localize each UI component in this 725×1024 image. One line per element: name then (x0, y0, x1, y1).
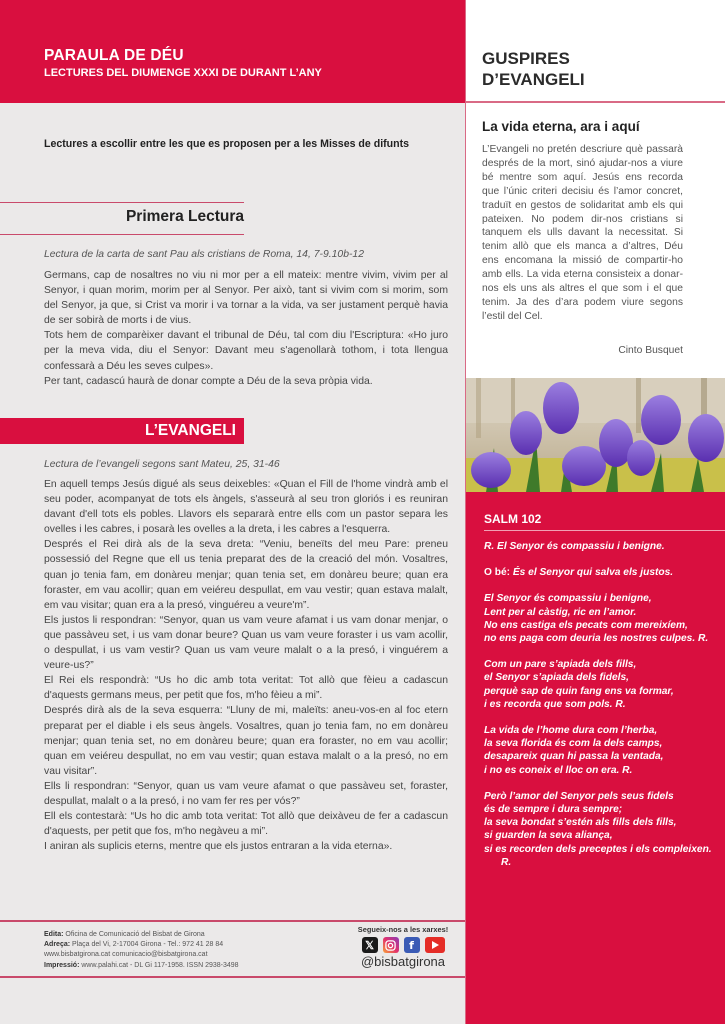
page-header (0, 0, 465, 103)
page-title: PARAULA DE DÉU (44, 47, 184, 64)
alt-response: És el Senyor qui salva els justos. (512, 567, 674, 579)
section-title-primera-lectura: Primera Lectura (125, 208, 244, 225)
psalm-response: R. El Senyor és compassiu i benigne. (484, 541, 665, 552)
label: Impressió: (44, 961, 80, 969)
psalm-stanza (484, 790, 714, 869)
psalm-line: Com un pare s’apiada dels fills, (484, 659, 637, 671)
psalm-stanza (484, 724, 714, 777)
psalm-line: i no es coneix el lloc on era. R. (484, 764, 633, 776)
psalm-line: No ens castiga els pecats com mereixíem, (484, 619, 688, 631)
instagram-icon[interactable] (383, 937, 399, 953)
psalm-text (484, 540, 714, 882)
divider (466, 101, 725, 103)
psalm-box (466, 492, 725, 1024)
psalm-line: la seva florida és com la dels camps, (484, 738, 663, 750)
reading-text-primera (44, 268, 448, 389)
paragraph: El Rei els respondrà: “Us ho dic amb tota veritat: Tot allò que fèieu a cadascun d'aquests germans meus, per petit que fos, m'ho fèieu a mi”. (44, 675, 448, 702)
sidebar-title-line: D’EVANGELI (482, 70, 585, 89)
paragraph: Ells li respondran: “Senyor, quan us vam veure afamat o que passàveu set, foraster, despullat, malalt o a la presó, i no vam fer res per vós?” (44, 780, 448, 807)
paragraph: Després dirà als de la seva esquerra: “Lluny de mi, maleïts: aneu-vos-en al foc etern preparat per el diable i els seus àngels. Vosaltres, quan jo tenia fam, no em donàreu menjar; quan tenia set, no em donàreu beure; quan era foraster, no em vau acollir; quan em veiéreu despullat, no em vau vestir; quan estava malalt o a la presó, no em vau visitar”. (44, 705, 448, 777)
footer-divider (0, 976, 465, 978)
sidebar-title (482, 48, 585, 90)
psalm-line: la seva bondat s’estén als fills dels fills, (484, 817, 677, 829)
divider (0, 202, 244, 203)
paragraph: Els justos li respondran: “Senyor, quan us vam veure afamat i us vam donar menjar, o que passàveu set, i us vam donar beure? Quan us vam veure foraster i us vam acollir, o despullat, i us vam vestir? Quan us vam veure malalt o a la presó, i vinguérem a veure-us?” (44, 614, 448, 672)
divider (0, 234, 244, 235)
paragraph: Germans, cap de nosaltres no viu ni mor per a ell mateix: mentre vivim, vivim per al Senyor, i quan morim, morim per al Senyor. Per això, tant si vivim com si morim, som del Senyor, ja que, si Crist va morir i va tornar a la vida, va ser justament perquè havia de ser sobirà de morts i de vius. (44, 270, 448, 327)
paragraph: Ell els contestarà: “Us ho dic amb tota veritat: Tot allò que deixàveu de fer a cadascun d'aquests, per petit que fos, m'ho negàveu a mi”. (44, 811, 448, 838)
psalm-line: és de sempre i dura sempre; (484, 804, 623, 816)
publisher-name: Oficina de Comunicació del Bisbat de Girona (65, 931, 205, 938)
paragraph: Després el Rei dirà als de la seva dreta: “Veniu, beneïts del meu Pare: preneu possessió del Regne que ell us tenia preparat des de la creació del món. Vosaltres, quan jo tenia fam, em donàreu menjar; quan tenia set, em donàreu beure; quan era foraster, em vau acollir; quan em veiéreu despullat, em vau vestir; quan estava malalt, em vau visitar; quan era a la presó, vinguéreu a veure'm”. (44, 539, 448, 611)
psalm-line: El Senyor és compassiu i benigne, (484, 593, 652, 605)
social-label: Segueix-nos a les xarxes! (357, 925, 449, 934)
article-title: La vida eterna, ara i aquí (482, 119, 640, 134)
reading-text-evangeli (44, 477, 448, 854)
intro-note: Lectures a escollir entre les que es proposen per a les Misses de difunts (44, 138, 410, 150)
alt-prefix: O bé: (484, 567, 513, 579)
psalm-line: si guarden la seva aliança, (484, 830, 613, 842)
psalm-title: SALM 102 (484, 512, 542, 526)
crocus-flowers-image (466, 378, 725, 492)
psalm-line: La vida de l’home dura com l’herba, (484, 725, 658, 737)
reading-reference: Lectura de la carta de sant Pau als cristians de Roma, 14, 7-9.10b-12 (44, 249, 364, 260)
psalm-line: i es recorda que som pols. R. (484, 698, 626, 710)
psalm-line: no ens paga com deuria les nostres culpes. R. (484, 633, 709, 645)
reading-reference: Lectura de l’evangeli segons sant Mateu, 25, 31-46 (44, 459, 280, 470)
address: Plaça del Vi, 2-17004 Girona - Tel.: 972 41 28 84 (72, 941, 224, 949)
social-icons (346, 937, 460, 953)
psalm-stanza (484, 658, 714, 711)
flower-illustration (466, 378, 725, 492)
printing-info: www.palahi.cat - DL Gi 117-1958. ISSN 2938-3498 (81, 961, 239, 969)
facebook-icon[interactable]: f (404, 937, 420, 953)
x-icon[interactable]: 𝕏 (362, 937, 378, 953)
sidebar-column (465, 0, 725, 1024)
psalm-stanzas (484, 592, 714, 869)
paragraph: En aquell temps Jesús digué als seus deixebles: «Quan el Fill de l'home vindrà amb el seu poder, acompanyat de tots els àngels, s'asseurà al seu tron gloriós i es reuniran davant d'ell tots els pobles. Llavors els separarà entre ells com un pastor separa les ovelles i les cabres, i posarà les ovelles a la dreta, i les cabres a l'esquerra. (44, 479, 448, 536)
paragraph: I aniran als suplicis eterns, mentre que els justos entraran a la vida eterna». (44, 841, 393, 853)
psalm-line: si es recorden dels preceptes i els compleixen. R. (484, 843, 712, 868)
divider (484, 530, 725, 531)
psalm-stanza (484, 592, 714, 645)
paragraph: Tots hem de comparèixer davant el tribunal de Déu, tal com diu l'Escriptura: «Ho juro per la meva vida, diu el Senyor: Davant meu s'agenollarà tothom, i tota llengua confessarà a Déu les seves culpes». (44, 330, 448, 372)
sidebar-title-line: GUSPIRES (482, 49, 570, 68)
section-title-evangeli: L’EVANGELI (144, 422, 236, 439)
paragraph: Per tant, cadascú haurà de donar compte a Déu de la seva pròpia vida. (44, 375, 373, 387)
psalm-alt-response (484, 566, 714, 579)
page-subtitle: LECTURES DEL DIUMENGE XXXI DE DURANT L’ANY (44, 67, 322, 79)
psalm-line: Però l’amor del Senyor pels seus fidels (484, 790, 674, 802)
footer-divider (0, 920, 465, 922)
article-text: L’Evangeli no pretén descriure què passarà després de la mort, sinó ajudar-nos a viure bé mentre som aquí. Jesús ens recorda que l’únic criteri decisiu és l’amor concret, traduït en gestos de solidaritat amb els qui pateixen. No podem dir-nos cristians si tanquem els ulls davant la necessitat. Si tenim allò que els manca a d’altres, Déu ens encomana la missió de compartir-ho amb ells. La vida eterna consisteix a donar-nos els uns als altres el que som i el que tenim. Ja des d’ara podem viure segons l’estil del Cel. (482, 144, 683, 322)
psalm-line: desapareix quan hi passa la ventada, (484, 751, 664, 763)
psalm-line: perquè sap de quin fang ens va formar, (484, 685, 674, 697)
social-handle[interactable]: @bisbatgirona (360, 954, 446, 969)
section-header-evangeli (0, 418, 244, 444)
publisher-info (44, 930, 239, 971)
youtube-icon[interactable] (425, 937, 445, 953)
social-block (346, 925, 460, 969)
psalm-line: Lent per al càstig, ric en l’amor. (484, 606, 637, 618)
psalm-line: el Senyor s’apiada dels fidels, (484, 672, 629, 684)
website-email[interactable]: www.bisbatgirona.cat comunicacio@bisbatgirona.cat (44, 951, 208, 959)
article-author: Cinto Busquet (618, 345, 683, 356)
label: Edita: (44, 931, 64, 938)
label: Adreça: (44, 941, 71, 949)
